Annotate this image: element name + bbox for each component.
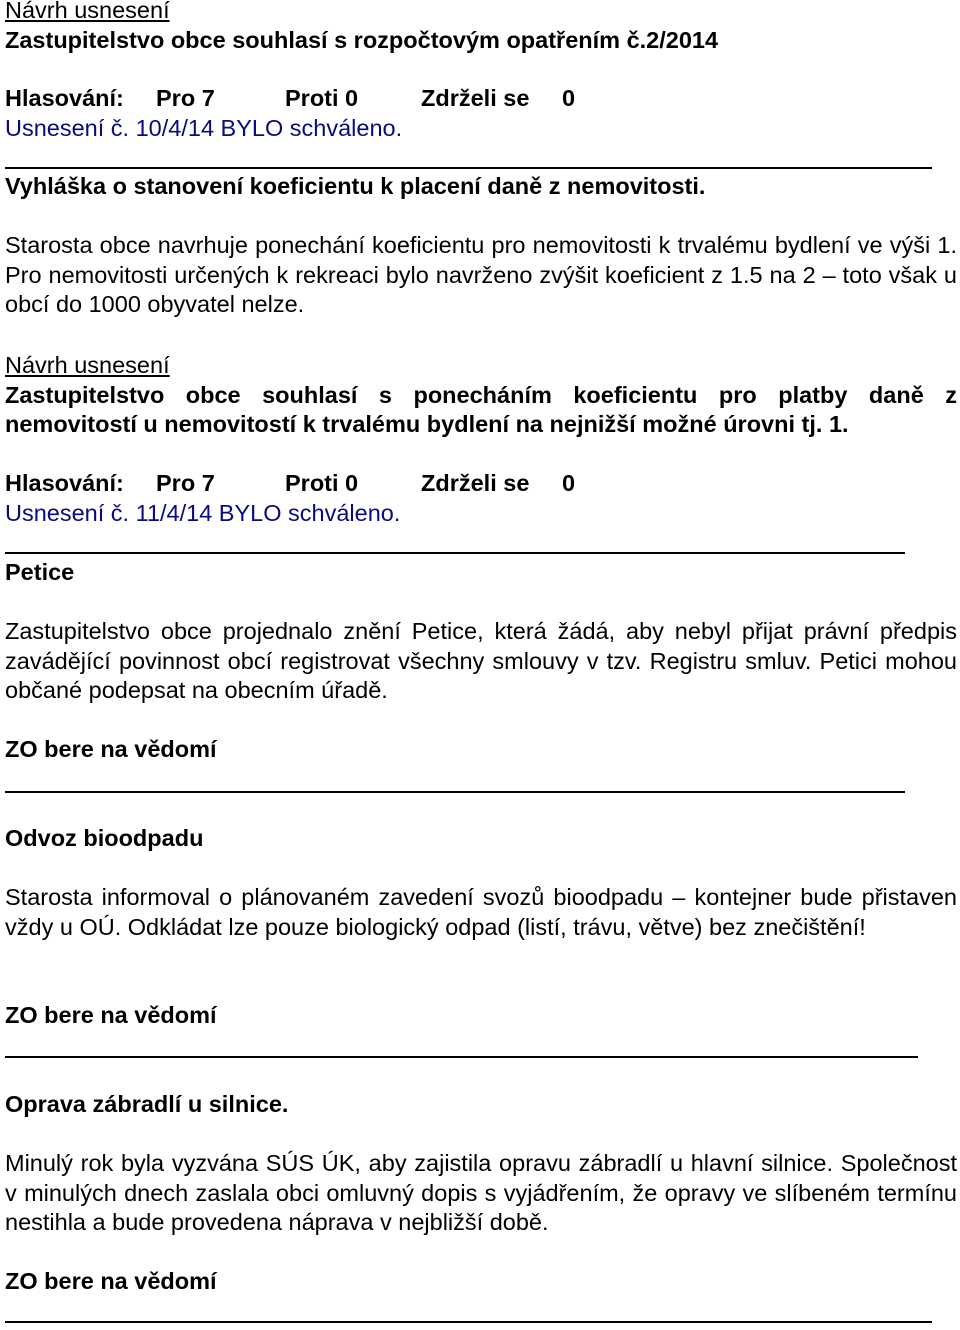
section-note: ZO bere na vědomí [5,1268,217,1294]
proposal-text: Zastupitelstvo obce souhlasí s ponecháním koeficientu pro platby daně z nemovitostí u nemovitostí k trvalému bydlení na nejnižší možné úrovni tj. 1. [5,381,957,438]
vote-label: Hlasování: [5,85,124,111]
proposal-label: Návrh usnesení [5,352,170,378]
section-title: Vyhláška o stanovení koeficientu k placení daně z nemovitosti. [5,173,706,199]
vote-block-1 [5,84,957,143]
vote-against: Proti 0 [285,85,359,111]
section-note: ZO bere na vědomí [5,736,217,762]
vote-line [5,469,957,499]
section-title: Oprava zábradlí u silnice. [5,1091,289,1117]
divider [5,552,905,554]
section-text: Minulý rok byla vyzvána SÚS ÚK, aby zajistila opravu zábradlí u hlavní silnice. Společnost v minulých dnech zaslala obci omluvný dopis s vyjádřením, že opravy ve slíbeném termínu nestihla a bude provedena náprava v nejbližší době. [5,1150,957,1236]
vote-for: Pro 7 [156,470,215,496]
section-budget [5,0,957,55]
vote-label: Hlasování: [5,470,124,496]
vote-abstain-label: Zdrželi se [421,470,530,496]
section-text: Zastupitelstvo obce projednalo znění Petice, která žádá, aby nebyl přijat právní předpis zavádějící povinnost obcí registrovat všechny smlouvy v tzv. Registru smluv. Petici mohou občané podepsat na obecním úřadě. [5,618,957,704]
vote-for: Pro 7 [156,85,215,111]
vote-abstain: 0 [562,470,576,496]
vote-abstain: 0 [562,85,576,111]
divider [5,167,932,169]
vote-against: Proti 0 [285,470,359,496]
vote-block-2 [5,469,957,528]
vote-line [5,84,957,114]
resolution-result: Usnesení č. 10/4/14 BYLO schváleno. [5,114,403,141]
proposal-label: Návrh usnesení [5,0,170,23]
proposal-text: Zastupitelstvo obce souhlasí s rozpočtovým opatřením č.2/2014 [5,26,719,53]
vote-abstain-label: Zdrželi se [421,85,530,111]
proposal-block-2 [5,351,957,440]
section-note: ZO bere na vědomí [5,1002,217,1028]
section-text: Starosta informoval o plánovaném zavedení svozů bioodpadu – kontejner bude přistaven vždy u OÚ. Odkládat lze pouze biologický odpad (listí, trávu, větve) bez znečištění! [5,884,957,940]
resolution-result: Usnesení č. 11/4/14 BYLO schváleno. [5,499,401,526]
section-title: Odvoz bioodpadu [5,825,204,851]
section-title: Petice [5,559,75,585]
section-text: Starosta obce navrhuje ponechání koeficientu pro nemovitosti k trvalému bydlení ve výši 1. Pro nemovitosti určených k rekreaci bylo navrženo zvýšit koeficient z 1.5 na 2 – toto však u obcí do 1000 obyvatel nelze. [5,232,957,318]
divider [5,791,905,793]
divider [5,1056,918,1058]
divider [5,1321,932,1323]
